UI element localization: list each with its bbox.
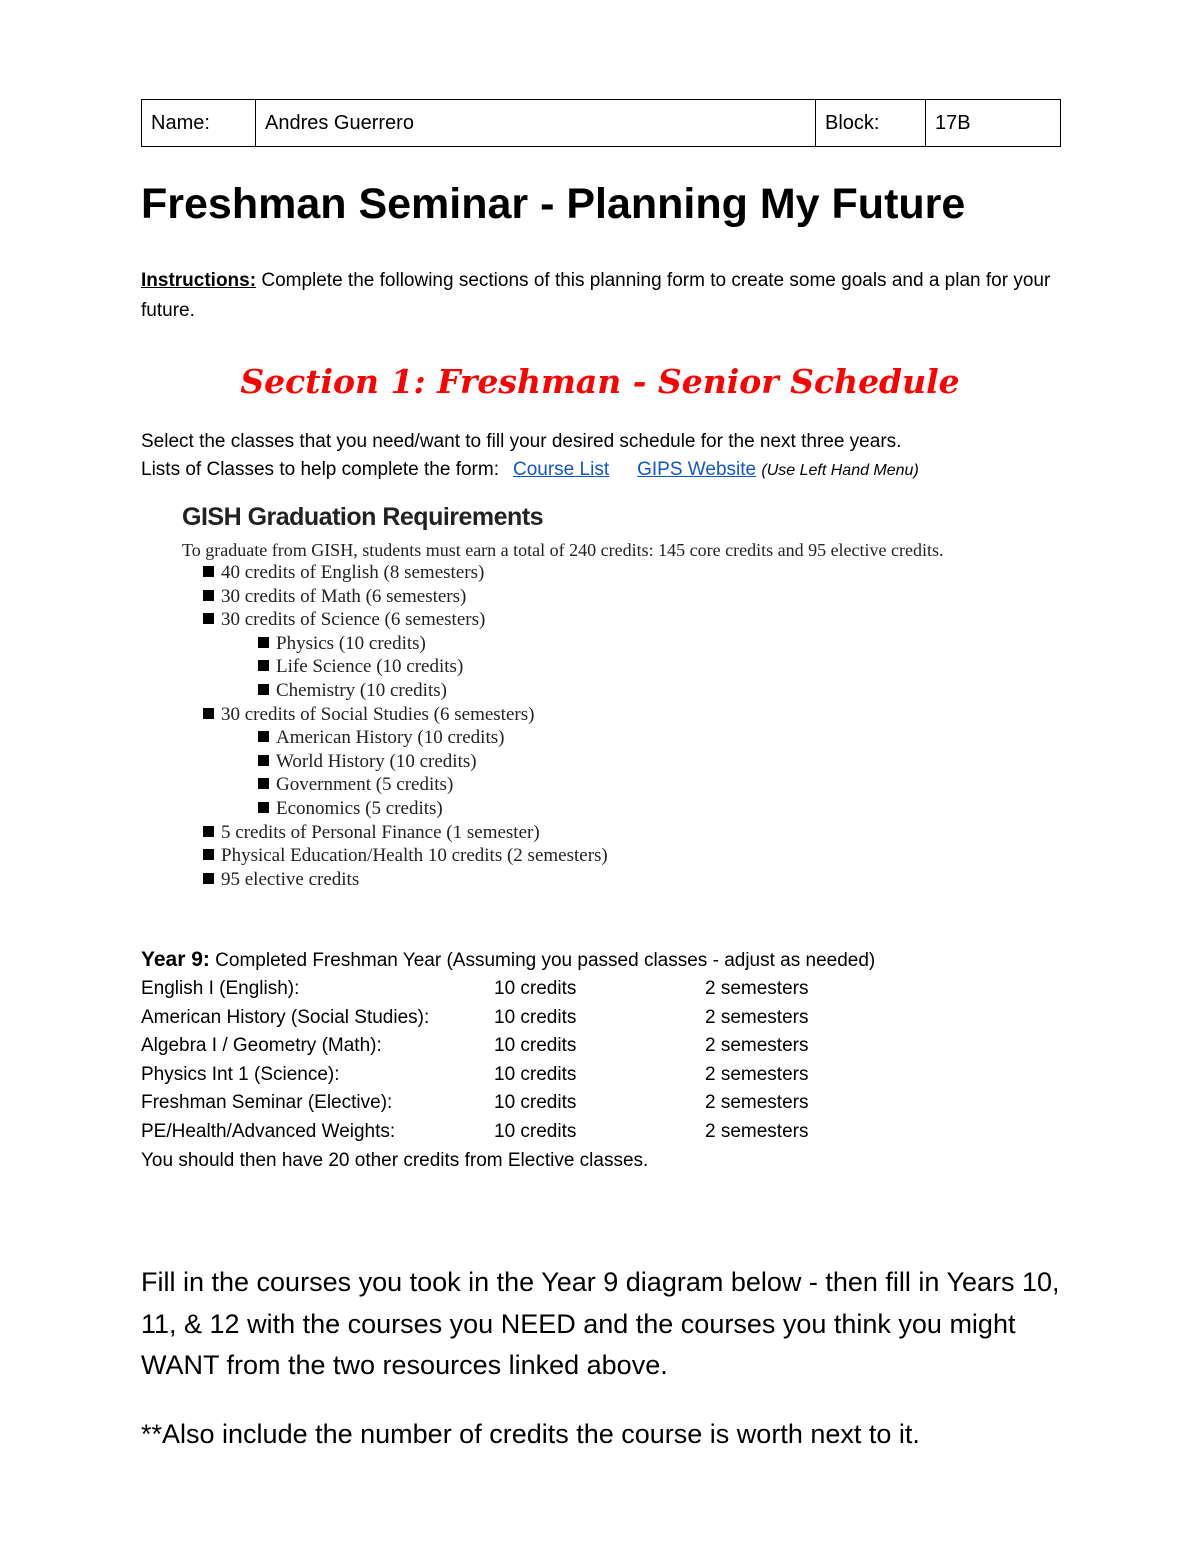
instructions <box>141 266 1061 326</box>
requirements-title: GISH Graduation Requirements <box>182 503 544 531</box>
class-selection-text <box>141 428 919 485</box>
course-semesters: 2 semesters <box>705 1035 809 1057</box>
course-name: PE/Health/Advanced Weights: <box>141 1120 396 1142</box>
course-credits: 10 credits <box>494 978 577 999</box>
select-line-1: Select the classes that you need/want to fill your desired schedule for the next three years. <box>141 431 902 452</box>
course-name: Algebra I / Geometry (Math): <box>141 1035 382 1057</box>
list-item <box>182 726 944 750</box>
year-9-description: Completed Freshman Year (Assuming you passed classes - adjust as needed) <box>209 950 876 971</box>
select-line-2 <box>141 456 919 485</box>
requirement-text: Economics (5 credits) <box>276 797 443 819</box>
instructions-text: Complete the following sections of this planning form to create some goals and a plan for your future. <box>141 270 1051 321</box>
square-bullet-icon <box>203 826 214 837</box>
course-credits: 10 credits <box>494 1035 577 1057</box>
course-credits: 10 credits <box>494 1063 577 1085</box>
list-item <box>182 750 944 774</box>
table-row <box>141 1032 875 1061</box>
course-list-link[interactable]: Course List <box>513 459 610 480</box>
course-semesters: 2 semesters <box>705 1006 809 1028</box>
credits-reminder: **Also include the number of credits the course is worth next to it. <box>141 1419 920 1449</box>
elective-credits-note: You should then have 20 other credits from Elective classes. <box>141 1149 649 1171</box>
list-item <box>182 703 944 727</box>
requirement-text: 30 credits of Math (6 semesters) <box>221 585 467 607</box>
requirements-subtitle: To graduate from GISH, students must earn a total of 240 credits: 145 core credits and 95 elective credits. <box>182 540 944 560</box>
course-name: Freshman Seminar (Elective): <box>141 1092 393 1114</box>
requirement-text: Physical Education/Health 10 credits (2 semesters) <box>221 845 608 867</box>
course-credits: 10 credits <box>494 1092 577 1114</box>
list-item <box>182 844 944 868</box>
block-label: Block: <box>816 100 926 147</box>
fill-in-instructions: Fill in the courses you took in the Year 9 diagram below - then fill in Years 10, 11, & 12 with the courses you NEED and the courses you think you might WANT from the two resources linked above. <box>141 1267 1060 1380</box>
student-info-table <box>141 99 1061 147</box>
list-item <box>182 655 944 679</box>
list-item <box>182 821 944 845</box>
requirement-text: American History (10 credits) <box>276 727 505 749</box>
square-bullet-icon <box>203 613 214 624</box>
course-name: English I (English): <box>141 978 300 999</box>
square-bullet-icon <box>203 849 214 860</box>
list-item <box>182 561 944 585</box>
square-bullet-icon <box>203 873 214 884</box>
list-item <box>182 585 944 609</box>
table-row <box>141 1089 875 1118</box>
year-9-section <box>141 946 875 1175</box>
year-9-heading <box>141 946 875 975</box>
list-item <box>182 608 944 632</box>
requirement-text: Life Science (10 credits) <box>276 656 464 678</box>
course-credits: 10 credits <box>494 1006 577 1028</box>
block-field[interactable]: 17B <box>926 100 1061 147</box>
select-line-2-prefix: Lists of Classes to help complete the form: <box>141 459 499 480</box>
instructions-label: Instructions: <box>141 270 257 291</box>
course-semesters: 2 semesters <box>705 1063 809 1085</box>
list-item <box>182 797 944 821</box>
page-title: Freshman Seminar - Planning My Future <box>141 180 966 228</box>
table-row <box>141 1061 875 1090</box>
requirement-text: Government (5 credits) <box>276 774 454 796</box>
requirement-text: 5 credits of Personal Finance (1 semester) <box>221 821 540 843</box>
table-row <box>141 1004 875 1033</box>
requirement-text: 30 credits of Social Studies (6 semesters) <box>221 703 535 725</box>
list-item <box>182 632 944 656</box>
requirement-text: World History (10 credits) <box>276 750 477 772</box>
list-item <box>182 773 944 797</box>
course-credits: 10 credits <box>494 1120 577 1142</box>
table-row <box>141 975 875 1004</box>
course-name: Physics Int 1 (Science): <box>141 1063 340 1085</box>
graduation-requirements <box>182 503 944 891</box>
section-1-heading: Section 1: Freshman - Senior Schedule <box>240 362 960 401</box>
square-bullet-icon <box>258 802 269 813</box>
list-item <box>182 868 944 892</box>
left-menu-note: (Use Left Hand Menu) <box>761 462 919 479</box>
name-field[interactable]: Andres Guerrero <box>256 100 816 147</box>
gips-website-link[interactable]: GIPS Website <box>637 459 757 480</box>
requirement-text: Physics (10 credits) <box>276 632 426 654</box>
name-label: Name: <box>142 100 256 147</box>
course-semesters: 2 semesters <box>705 978 809 999</box>
list-item <box>182 679 944 703</box>
square-bullet-icon <box>258 660 269 671</box>
year-9-label: Year 9: <box>141 948 210 971</box>
square-bullet-icon <box>203 708 214 719</box>
course-semesters: 2 semesters <box>705 1092 809 1114</box>
course-semesters: 2 semesters <box>705 1120 809 1142</box>
requirement-text: Chemistry (10 credits) <box>276 679 447 701</box>
square-bullet-icon <box>258 731 269 742</box>
requirement-text: 40 credits of English (8 semesters) <box>221 562 485 583</box>
square-bullet-icon <box>258 755 269 766</box>
table-row <box>141 1118 875 1147</box>
square-bullet-icon <box>258 778 269 789</box>
square-bullet-icon <box>258 637 269 648</box>
course-name: American History (Social Studies): <box>141 1006 430 1028</box>
square-bullet-icon <box>203 590 214 601</box>
square-bullet-icon <box>203 566 214 577</box>
square-bullet-icon <box>258 684 269 695</box>
requirement-text: 30 credits of Science (6 semesters) <box>221 609 486 631</box>
requirements-list <box>182 561 944 891</box>
requirement-text: 95 elective credits <box>221 868 360 890</box>
